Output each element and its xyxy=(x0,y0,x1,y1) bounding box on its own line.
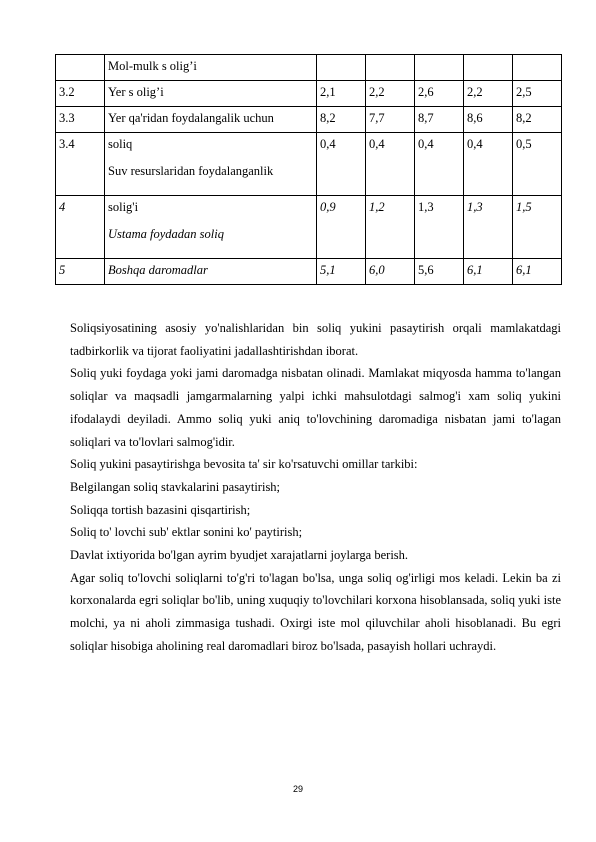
value-cell: 8,2 xyxy=(317,107,366,133)
paragraph: Soliqsiyosatining asosiy yo'nalishlaridan bin soliq yukini pasaytirish orqali mamlakatdagi tadbirkorlik va tijorat faoliyatini jadallashtirishdan iborat. xyxy=(70,321,561,358)
value-cell xyxy=(366,55,415,81)
value-cell: 2,2 xyxy=(366,81,415,107)
row-number-cell: 4 xyxy=(56,196,105,259)
body-text xyxy=(70,317,561,658)
value-cell: 6,1 xyxy=(464,259,513,285)
value-cell: 7,7 xyxy=(366,107,415,133)
paragraph: Soliq yukini pasaytirishga bevosita ta' sir ko'rsatuvchi omillar tarkibi: xyxy=(70,457,418,472)
row-label-cell xyxy=(105,133,317,196)
row-number-cell xyxy=(56,55,105,81)
paragraph: Soliq to' lovchi sub' ektlar sonini ko' paytirish; xyxy=(70,525,303,540)
value-cell: 2,2 xyxy=(464,81,513,107)
row-label-line1: soliq xyxy=(108,137,133,151)
row-label-line1: solig'i xyxy=(108,200,139,214)
table-row xyxy=(56,196,562,259)
value-cell: 8,2 xyxy=(513,107,562,133)
row-label-cell: Boshqa daromadlar xyxy=(105,259,317,285)
row-number-cell: 3.4 xyxy=(56,133,105,196)
value-cell: 8,6 xyxy=(464,107,513,133)
row-label-cell: Mol-mulk s olig’i xyxy=(105,55,317,81)
value-cell: 0,4 xyxy=(464,133,513,196)
row-label-line2: Ustama foydadan soliq xyxy=(108,227,224,241)
value-cell: 6,0 xyxy=(366,259,415,285)
value-cell xyxy=(464,55,513,81)
value-cell: 0,9 xyxy=(317,196,366,259)
table-row xyxy=(56,81,562,107)
value-cell: 1,2 xyxy=(366,196,415,259)
row-number-cell: 3.2 xyxy=(56,81,105,107)
row-number-cell: 5 xyxy=(56,259,105,285)
table-row xyxy=(56,133,562,196)
row-label-cell: Yer s olig’i xyxy=(105,81,317,107)
value-cell: 1,5 xyxy=(513,196,562,259)
value-cell: 5,1 xyxy=(317,259,366,285)
value-cell: 1,3 xyxy=(464,196,513,259)
value-cell: 8,7 xyxy=(415,107,464,133)
value-cell: 0,4 xyxy=(366,133,415,196)
value-cell: 1,3 xyxy=(415,196,464,259)
table-row xyxy=(56,259,562,285)
tax-table xyxy=(55,54,562,285)
paragraph: Soliq yuki foydaga yoki jami daromadga nisbatan olinadi. Mamlakat miqyosda hamma to'langan soliqlar va maqsadli jamgarmalarning yalpi ichki mahsulotdagi salmog'i xam soliq yukini ifodalaydi deyiladi. Ammo soliq yuki aniq to'lovchining daromadiga nisbatan jami to'lagan soliqlari va to'lovlari salmog'idir. xyxy=(70,366,561,449)
row-label-line2: Suv resurslaridan foydalanganlik xyxy=(108,164,274,178)
row-label-cell xyxy=(105,196,317,259)
value-cell xyxy=(415,55,464,81)
paragraph: Agar soliq to'lovchi soliqlarni to'g'ri to'lagan bo'lsa, unga soliq og'irligi mos keladi. Lekin ba zi korxonalarda egri soliqlar bo'lib, uning xuquqiy to'lovchilari korxona hisoblansada, soliq yuki iste molchi, ya ni aholi zimmasiga tushadi. Oxirgi iste mol qiluvchilar aholi hisoblanadi. Bu egri soliqlar hisobiga aholining real daromadlari biroz bo'lsada, pasayish hollari uchraydi. xyxy=(70,570,561,653)
value-cell: 2,6 xyxy=(415,81,464,107)
paragraph: Davlat ixtiyorida bo'lgan ayrim byudjet xarajatlarni joylarga berish. xyxy=(70,548,409,563)
table-row xyxy=(56,55,562,81)
value-cell: 2,5 xyxy=(513,81,562,107)
value-cell xyxy=(513,55,562,81)
row-label-cell: Yer qa'ridan foydalangalik uchun xyxy=(105,107,317,133)
paragraph: Belgilangan soliq stavkalarini pasaytirish; xyxy=(70,479,281,494)
row-number-cell: 3.3 xyxy=(56,107,105,133)
value-cell: 6,1 xyxy=(513,259,562,285)
value-cell: 5,6 xyxy=(415,259,464,285)
table-row xyxy=(56,107,562,133)
value-cell: 0,5 xyxy=(513,133,562,196)
value-cell xyxy=(317,55,366,81)
value-cell: 0,4 xyxy=(317,133,366,196)
paragraph: Soliqqa tortish bazasini qisqartirish; xyxy=(70,502,251,517)
value-cell: 0,4 xyxy=(415,133,464,196)
value-cell: 2,1 xyxy=(317,81,366,107)
page-number: 29 xyxy=(292,784,303,794)
